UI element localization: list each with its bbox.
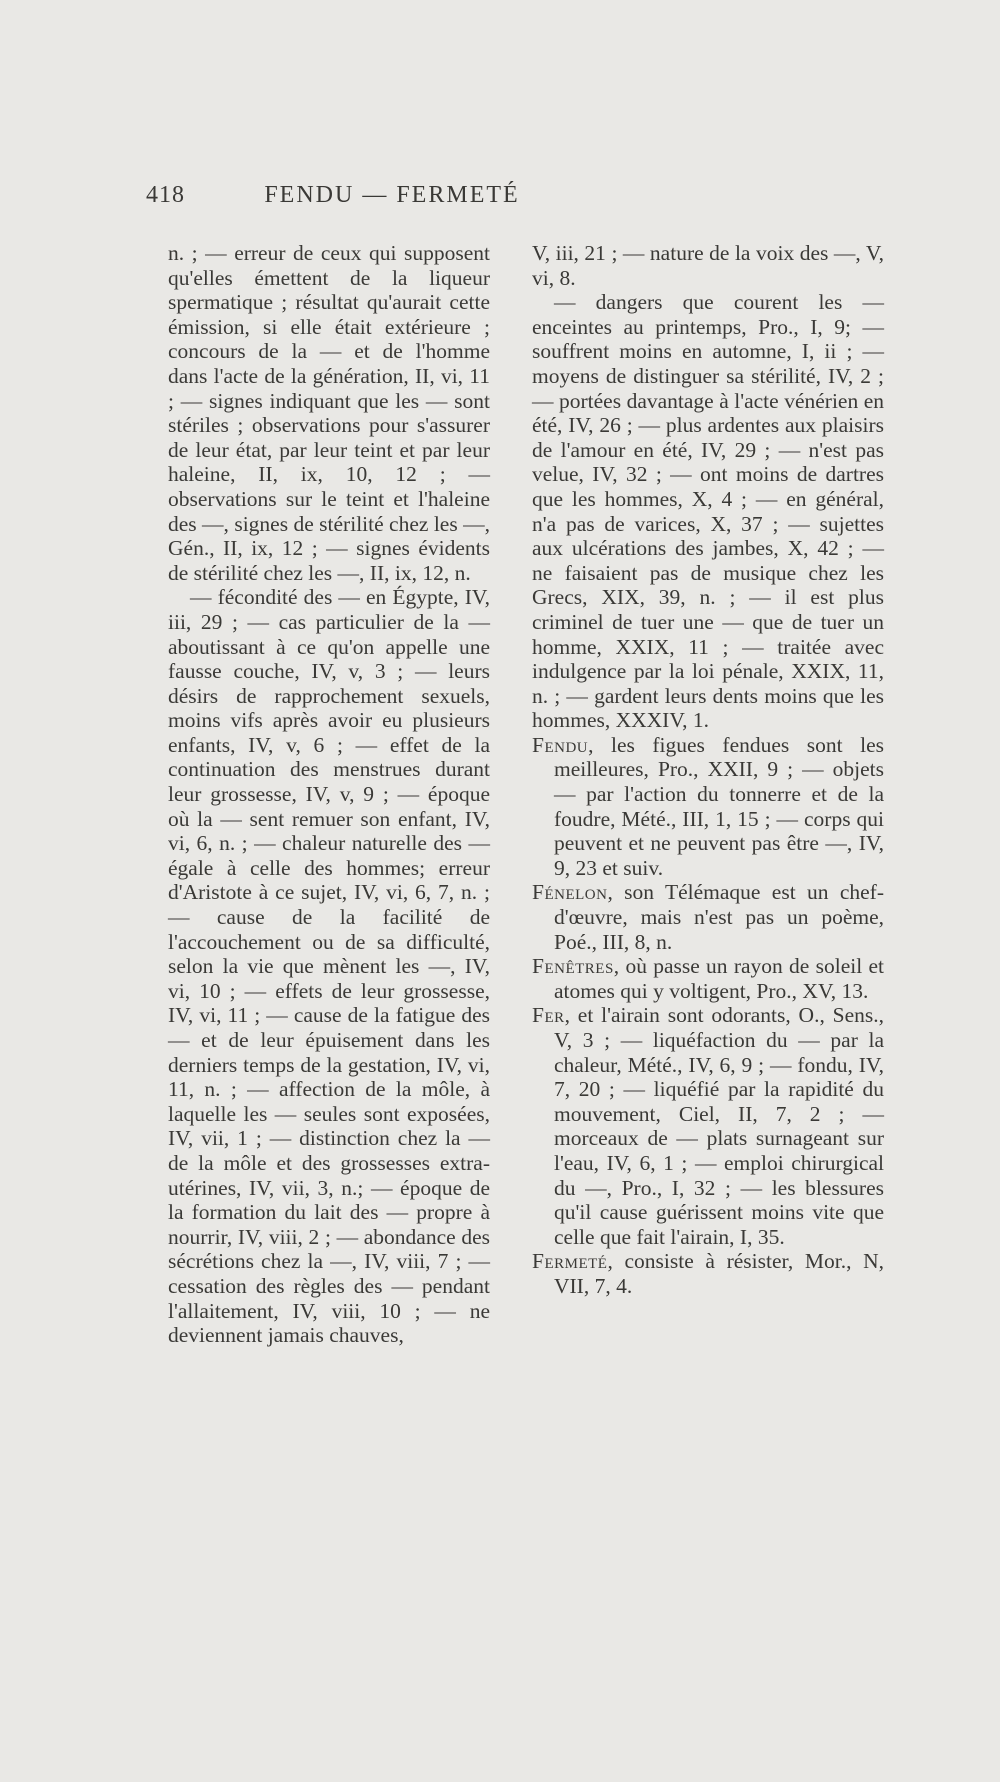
index-entry-fenetres (532, 954, 884, 1003)
entry-text: , consiste à résister, Mor., N, VII, 7, 4. (554, 1249, 884, 1298)
page-number: 418 (146, 182, 185, 208)
headword: Fermeté (532, 1249, 608, 1274)
index-paragraph: — dangers que courent les — enceintes au printemps, Pro., I, 9; — souffrent moins en automne, I, ii ; — moyens de distinguer sa stérilité, IV, 2 ; — portées davantage à l'acte vénérien en été, IV, 26 ; — plus ardentes aux plaisirs de l'amour en été, IV, 29 ; — n'est pas velue, IV, 32 ; — ont moins de dartres que les hommes, X, 4 ; — en général, n'a pas de varices, X, 37 ; — sujettes aux ulcérations des jambes, X, 42 ; — ne faisaient pas de musique chez les Grecs, XIX, 39, n. ; — il est plus criminel de tuer une — que de tuer un homme, XXIX, 11 ; — traitée avec indulgence par la loi pénale, XXIX, 11, n. ; — gardent leurs dents moins que les hommes, XXXIV, 1. (532, 290, 884, 733)
index-entry-fendu (532, 733, 884, 881)
left-column (168, 241, 490, 1348)
page-title: FENDU — FERMETÉ (264, 182, 520, 208)
entry-text: , les figues fendues sont les meilleures, Pro., XXII, 9 ; — objets — par l'action du tonnerre et de la foudre, Mété., III, 1, 15 ; — corps qui peuvent et ne peuvent pas être —, IV, 9, 23 et suiv. (554, 732, 884, 880)
headword: Fenêtres (532, 954, 614, 979)
headword: Fer (532, 1003, 565, 1028)
entry-text: , son Télémaque est un chef-d'œuvre, mais n'est pas un poème, Poé., III, 8, n. (554, 880, 884, 954)
index-entry-fermete (532, 1249, 884, 1298)
index-paragraph: n. ; — erreur de ceux qui supposent qu'elles émettent de la liqueur spermatique ; résultat qu'aurait cette émission, si elle était extérieure ; concours de la — et de l'homme dans l'acte de la génération, II, vi, 11 ; — signes indiquant que les — sont stériles ; observations pour s'assurer de leur état, par leur teint et par leur haleine, II, ix, 10, 12 ; — observations sur le teint et l'haleine des —, signes de stérilité chez les —, Gén., II, ix, 12 ; — signes évidents de stérilité chez les —, II, ix, 12, n. (168, 241, 490, 585)
running-head (146, 182, 638, 216)
headword: Fendu (532, 732, 589, 757)
index-paragraph: V, iii, 21 ; — nature de la voix des —, V, vi, 8. (532, 241, 884, 290)
right-column (532, 241, 884, 1299)
index-paragraph: — fécondité des — en Égypte, IV, iii, 29 ; — cas particulier de la — aboutissant à ce qu'on appelle une fausse couche, IV, v, 3 ; — leurs désirs de rapprochement sexuels, moins vifs après avoir eu plusieurs enfants, IV, v, 6 ; — effet de la continuation des menstrues durant leur grossesse, IV, v, 9 ; — époque où la — sent remuer son enfant, IV, vi, 6, n. ; — chaleur naturelle des — égale à celle des hommes; erreur d'Aristote à ce sujet, IV, vi, 6, 7, n. ; — cause de la facilité de l'accouchement ou de sa difficulté, selon la vie que mènent les —, IV, vi, 10 ; — effets de leur grossesse, IV, vi, 11 ; — cause de la fatigue des — et de leur épuisement dans les derniers temps de la gestation, IV, vi, 11, n. ; — affection de la môle, à laquelle les — seules sont exposées, IV, vii, 1 ; — distinction chez la — de la môle et des grossesses extra-utérines, IV, vii, 3, n.; — époque de la formation du lait des — propre à nourrir, IV, viii, 2 ; — abondance des sécrétions chez la —, IV, viii, 7 ; — cessation des règles des — pendant l'allaitement, IV, viii, 10 ; — ne deviennent jamais chauves, (168, 585, 490, 1348)
entry-text: , où passe un rayon de soleil et atomes qui y voltigent, Pro., XV, 13. (554, 954, 884, 1003)
headword: Fénelon (532, 880, 608, 905)
entry-text: , et l'airain sont odorants, O., Sens., V, 3 ; — liquéfaction du — par la chaleur, Mété., IV, 6, 9 ; — fondu, IV, 7, 20 ; — liquéfié par la rapidité du mouvement, Ciel, II, 7, 2 ; — morceaux de — plats surnageant sur l'eau, IV, 6, 1 ; — emploi chirurgical du —, Pro., I, 32 ; — les blessures qu'il cause guérissent moins vite que celle que fait l'airain, I, 35. (554, 1003, 884, 1249)
index-entry-fenelon (532, 880, 884, 954)
index-entry-fer (532, 1003, 884, 1249)
